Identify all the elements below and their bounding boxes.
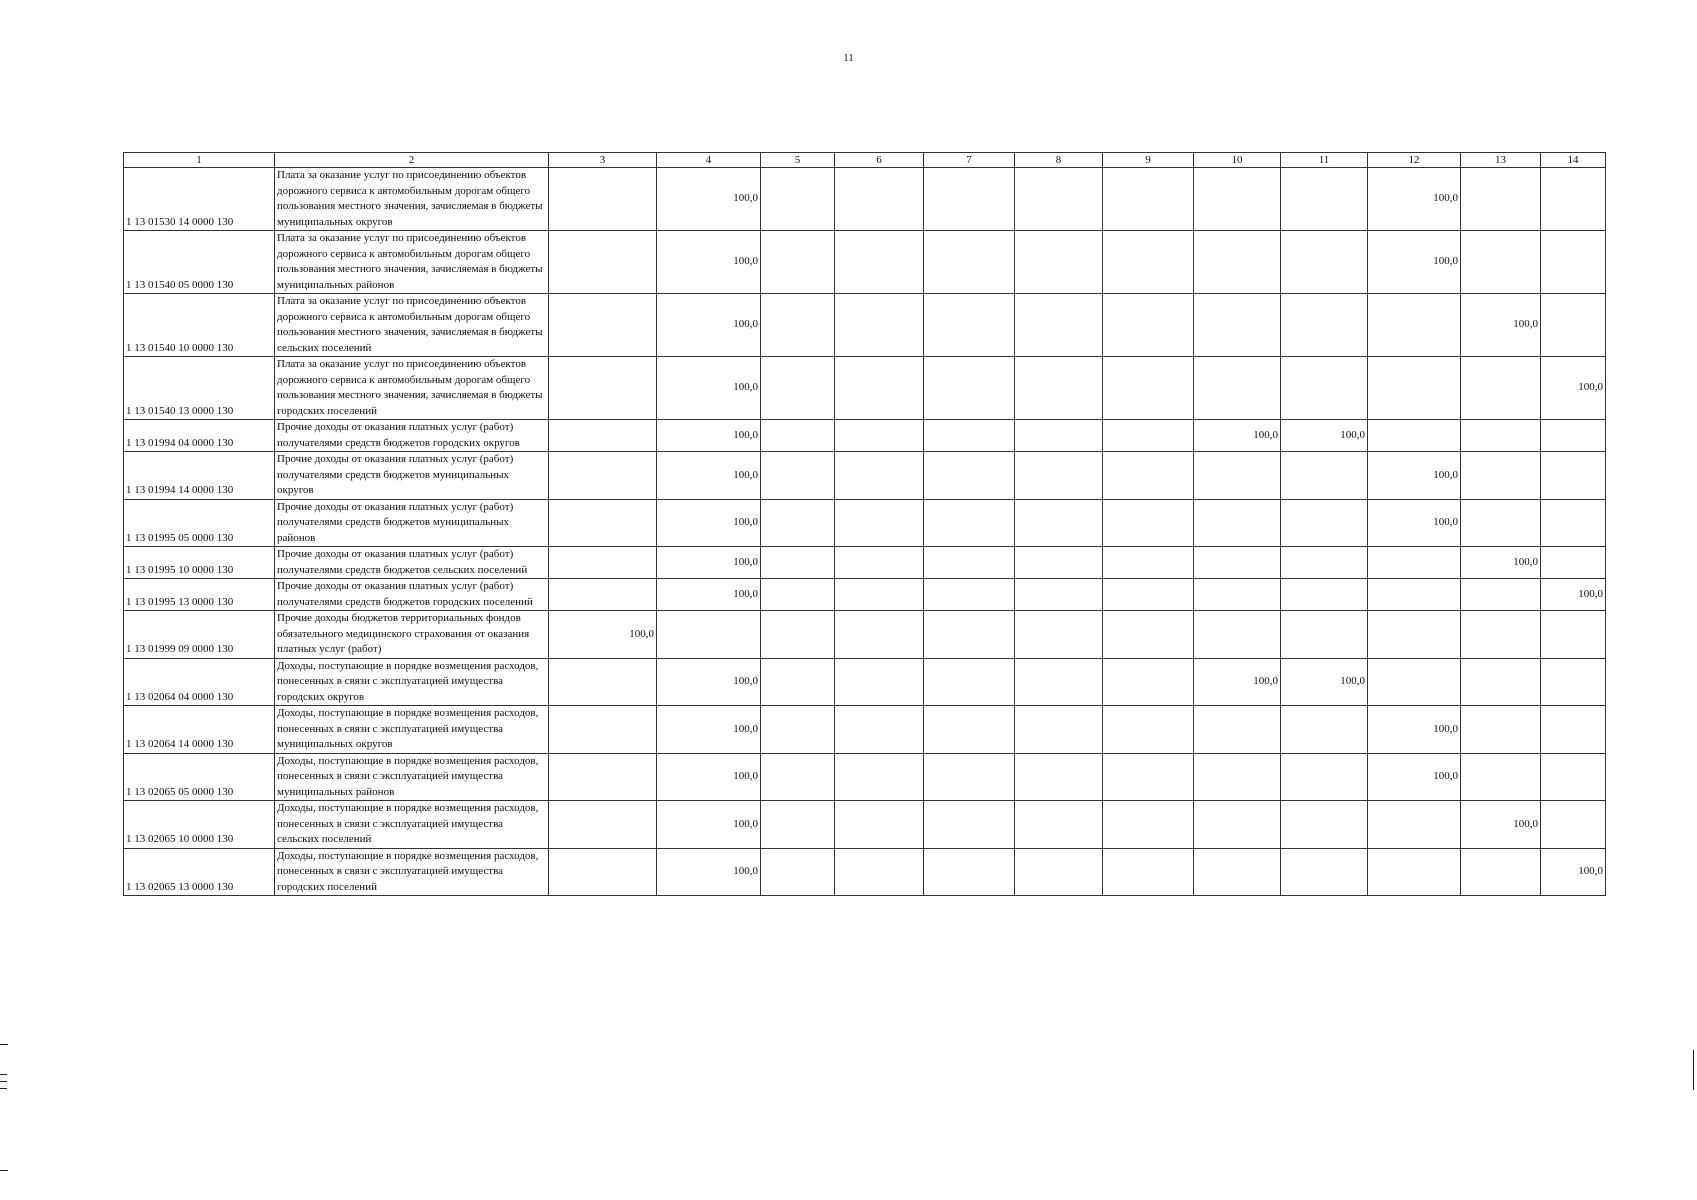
share-cell-col-12 bbox=[1368, 848, 1461, 896]
revenue-name-cell: Доходы, поступающие в порядке возмещения расходов, понесенных в связи с эксплуатацией имущества городских округов bbox=[275, 658, 549, 706]
share-cell-col-9 bbox=[1103, 357, 1194, 420]
column-header-10: 10 bbox=[1194, 153, 1281, 168]
revenue-name-cell: Плата за оказание услуг по присоединению объектов дорожного сервиса к автомобильным дорогам общего пользования местного значения, зачисляемая в бюджеты городских поселений bbox=[275, 357, 549, 420]
share-cell-col-5 bbox=[761, 801, 835, 849]
table-row bbox=[124, 452, 1606, 500]
share-cell-col-8 bbox=[1015, 357, 1103, 420]
revenue-name-cell: Прочие доходы от оказания платных услуг (работ) получателями средств бюджетов городских округов bbox=[275, 420, 549, 452]
share-cell-col-3 bbox=[549, 499, 657, 547]
share-cell-col-7 bbox=[924, 452, 1015, 500]
share-cell-col-13 bbox=[1461, 611, 1541, 659]
table-row bbox=[124, 658, 1606, 706]
table-row bbox=[124, 801, 1606, 849]
column-header-8: 8 bbox=[1015, 153, 1103, 168]
share-cell-col-3 bbox=[549, 231, 657, 294]
share-cell-col-4: 100,0 bbox=[657, 801, 761, 849]
share-cell-col-13 bbox=[1461, 231, 1541, 294]
share-cell-col-12 bbox=[1368, 658, 1461, 706]
budget-code-cell: 1 13 01540 10 0000 130 bbox=[124, 294, 275, 357]
share-cell-col-10 bbox=[1194, 357, 1281, 420]
share-cell-col-12: 100,0 bbox=[1368, 168, 1461, 231]
share-cell-col-12: 100,0 bbox=[1368, 499, 1461, 547]
share-cell-col-9 bbox=[1103, 753, 1194, 801]
share-cell-col-10 bbox=[1194, 452, 1281, 500]
share-cell-col-14 bbox=[1541, 611, 1606, 659]
table-row bbox=[124, 168, 1606, 231]
column-header-6: 6 bbox=[835, 153, 924, 168]
share-cell-col-4: 100,0 bbox=[657, 357, 761, 420]
share-cell-col-6 bbox=[835, 753, 924, 801]
column-header-13: 13 bbox=[1461, 153, 1541, 168]
share-cell-col-4: 100,0 bbox=[657, 294, 761, 357]
share-cell-col-14 bbox=[1541, 547, 1606, 579]
share-cell-col-4: 100,0 bbox=[657, 499, 761, 547]
share-cell-col-13 bbox=[1461, 357, 1541, 420]
share-cell-col-12: 100,0 bbox=[1368, 706, 1461, 754]
share-cell-col-11: 100,0 bbox=[1281, 420, 1368, 452]
share-cell-col-12 bbox=[1368, 611, 1461, 659]
share-cell-col-6 bbox=[835, 658, 924, 706]
share-cell-col-5 bbox=[761, 848, 835, 896]
table-header bbox=[124, 153, 1606, 168]
share-cell-col-10 bbox=[1194, 611, 1281, 659]
share-cell-col-8 bbox=[1015, 294, 1103, 357]
share-cell-col-4: 100,0 bbox=[657, 848, 761, 896]
column-header-2: 2 bbox=[275, 153, 549, 168]
share-cell-col-6 bbox=[835, 579, 924, 611]
share-cell-col-14 bbox=[1541, 452, 1606, 500]
share-cell-col-12: 100,0 bbox=[1368, 231, 1461, 294]
share-cell-col-9 bbox=[1103, 801, 1194, 849]
share-cell-col-12 bbox=[1368, 579, 1461, 611]
share-cell-col-11: 100,0 bbox=[1281, 658, 1368, 706]
share-cell-col-5 bbox=[761, 658, 835, 706]
edge-mark-left-mid bbox=[0, 1074, 7, 1075]
share-cell-col-5 bbox=[761, 452, 835, 500]
share-cell-col-6 bbox=[835, 357, 924, 420]
share-cell-col-7 bbox=[924, 231, 1015, 294]
table-row bbox=[124, 706, 1606, 754]
page-number: 11 bbox=[843, 52, 854, 64]
share-cell-col-3 bbox=[549, 357, 657, 420]
share-cell-col-11 bbox=[1281, 706, 1368, 754]
share-cell-col-3: 100,0 bbox=[549, 611, 657, 659]
share-cell-col-13 bbox=[1461, 168, 1541, 231]
table-row bbox=[124, 294, 1606, 357]
share-cell-col-11 bbox=[1281, 801, 1368, 849]
share-cell-col-5 bbox=[761, 499, 835, 547]
column-header-3: 3 bbox=[549, 153, 657, 168]
share-cell-col-4: 100,0 bbox=[657, 547, 761, 579]
share-cell-col-8 bbox=[1015, 706, 1103, 754]
share-cell-col-9 bbox=[1103, 848, 1194, 896]
share-cell-col-3 bbox=[549, 168, 657, 231]
share-cell-col-6 bbox=[835, 294, 924, 357]
budget-code-cell: 1 13 01994 14 0000 130 bbox=[124, 452, 275, 500]
share-cell-col-10 bbox=[1194, 801, 1281, 849]
share-cell-col-5 bbox=[761, 611, 835, 659]
share-cell-col-10 bbox=[1194, 706, 1281, 754]
share-cell-col-14 bbox=[1541, 499, 1606, 547]
share-cell-col-11 bbox=[1281, 357, 1368, 420]
share-cell-col-13 bbox=[1461, 753, 1541, 801]
share-cell-col-7 bbox=[924, 294, 1015, 357]
share-cell-col-14 bbox=[1541, 801, 1606, 849]
share-cell-col-11 bbox=[1281, 848, 1368, 896]
budget-revenue-table bbox=[123, 152, 1606, 896]
share-cell-col-12: 100,0 bbox=[1368, 452, 1461, 500]
share-cell-col-8 bbox=[1015, 547, 1103, 579]
share-cell-col-11 bbox=[1281, 579, 1368, 611]
revenue-name-cell: Плата за оказание услуг по присоединению объектов дорожного сервиса к автомобильным дорогам общего пользования местного значения, зачисляемая в бюджеты муниципальных районов bbox=[275, 231, 549, 294]
share-cell-col-14 bbox=[1541, 753, 1606, 801]
share-cell-col-8 bbox=[1015, 579, 1103, 611]
share-cell-col-13 bbox=[1461, 420, 1541, 452]
revenue-name-cell: Доходы, поступающие в порядке возмещения расходов, понесенных в связи с эксплуатацией имущества муниципальных районов bbox=[275, 753, 549, 801]
share-cell-col-10 bbox=[1194, 547, 1281, 579]
budget-code-cell: 1 13 01530 14 0000 130 bbox=[124, 168, 275, 231]
budget-code-cell: 1 13 01995 05 0000 130 bbox=[124, 499, 275, 547]
share-cell-col-10 bbox=[1194, 753, 1281, 801]
table-body bbox=[124, 168, 1606, 896]
share-cell-col-6 bbox=[835, 706, 924, 754]
share-cell-col-8 bbox=[1015, 231, 1103, 294]
share-cell-col-8 bbox=[1015, 848, 1103, 896]
share-cell-col-14 bbox=[1541, 168, 1606, 231]
share-cell-col-10 bbox=[1194, 499, 1281, 547]
share-cell-col-14: 100,0 bbox=[1541, 357, 1606, 420]
share-cell-col-4: 100,0 bbox=[657, 706, 761, 754]
revenue-name-cell: Прочие доходы от оказания платных услуг (работ) получателями средств бюджетов городских поселений bbox=[275, 579, 549, 611]
edge-mark-right bbox=[1693, 1050, 1694, 1090]
share-cell-col-14 bbox=[1541, 658, 1606, 706]
share-cell-col-11 bbox=[1281, 294, 1368, 357]
share-cell-col-13 bbox=[1461, 452, 1541, 500]
share-cell-col-4: 100,0 bbox=[657, 658, 761, 706]
share-cell-col-8 bbox=[1015, 658, 1103, 706]
share-cell-col-5 bbox=[761, 357, 835, 420]
column-header-1: 1 bbox=[124, 153, 275, 168]
share-cell-col-10: 100,0 bbox=[1194, 420, 1281, 452]
share-cell-col-3 bbox=[549, 420, 657, 452]
share-cell-col-11 bbox=[1281, 499, 1368, 547]
share-cell-col-7 bbox=[924, 499, 1015, 547]
share-cell-col-4 bbox=[657, 611, 761, 659]
budget-code-cell: 1 13 02065 05 0000 130 bbox=[124, 753, 275, 801]
revenue-name-cell: Прочие доходы от оказания платных услуг (работ) получателями средств бюджетов муниципальных округов bbox=[275, 452, 549, 500]
share-cell-col-5 bbox=[761, 753, 835, 801]
share-cell-col-8 bbox=[1015, 753, 1103, 801]
share-cell-col-6 bbox=[835, 420, 924, 452]
share-cell-col-5 bbox=[761, 706, 835, 754]
share-cell-col-14 bbox=[1541, 231, 1606, 294]
share-cell-col-9 bbox=[1103, 420, 1194, 452]
budget-code-cell: 1 13 01994 04 0000 130 bbox=[124, 420, 275, 452]
share-cell-col-11 bbox=[1281, 611, 1368, 659]
share-cell-col-5 bbox=[761, 579, 835, 611]
budget-code-cell: 1 13 02065 10 0000 130 bbox=[124, 801, 275, 849]
column-header-5: 5 bbox=[761, 153, 835, 168]
share-cell-col-14 bbox=[1541, 706, 1606, 754]
share-cell-col-13: 100,0 bbox=[1461, 801, 1541, 849]
share-cell-col-8 bbox=[1015, 452, 1103, 500]
table-row bbox=[124, 848, 1606, 896]
share-cell-col-10 bbox=[1194, 294, 1281, 357]
share-cell-col-13 bbox=[1461, 706, 1541, 754]
share-cell-col-8 bbox=[1015, 611, 1103, 659]
share-cell-col-9 bbox=[1103, 452, 1194, 500]
share-cell-col-9 bbox=[1103, 547, 1194, 579]
table-row bbox=[124, 579, 1606, 611]
share-cell-col-5 bbox=[761, 168, 835, 231]
share-cell-col-4: 100,0 bbox=[657, 753, 761, 801]
share-cell-col-11 bbox=[1281, 753, 1368, 801]
column-header-7: 7 bbox=[924, 153, 1015, 168]
revenue-name-cell: Доходы, поступающие в порядке возмещения расходов, понесенных в связи с эксплуатацией имущества сельских поселений bbox=[275, 801, 549, 849]
budget-code-cell: 1 13 02065 13 0000 130 bbox=[124, 848, 275, 896]
share-cell-col-3 bbox=[549, 452, 657, 500]
share-cell-col-3 bbox=[549, 579, 657, 611]
share-cell-col-3 bbox=[549, 848, 657, 896]
share-cell-col-7 bbox=[924, 579, 1015, 611]
revenue-name-cell: Прочие доходы от оказания платных услуг (работ) получателями средств бюджетов сельских поселений bbox=[275, 547, 549, 579]
table-row bbox=[124, 499, 1606, 547]
share-cell-col-6 bbox=[835, 801, 924, 849]
share-cell-col-14 bbox=[1541, 294, 1606, 357]
column-header-11: 11 bbox=[1281, 153, 1368, 168]
edge-mark-left-top bbox=[0, 1044, 8, 1045]
budget-code-cell: 1 13 02064 04 0000 130 bbox=[124, 658, 275, 706]
share-cell-col-7 bbox=[924, 801, 1015, 849]
share-cell-col-13: 100,0 bbox=[1461, 294, 1541, 357]
share-cell-col-13 bbox=[1461, 848, 1541, 896]
share-cell-col-7 bbox=[924, 706, 1015, 754]
share-cell-col-10 bbox=[1194, 231, 1281, 294]
table-row bbox=[124, 420, 1606, 452]
share-cell-col-7 bbox=[924, 611, 1015, 659]
share-cell-col-12 bbox=[1368, 420, 1461, 452]
share-cell-col-7 bbox=[924, 357, 1015, 420]
share-cell-col-7 bbox=[924, 658, 1015, 706]
share-cell-col-4: 100,0 bbox=[657, 231, 761, 294]
share-cell-col-7 bbox=[924, 753, 1015, 801]
share-cell-col-9 bbox=[1103, 706, 1194, 754]
share-cell-col-10: 100,0 bbox=[1194, 658, 1281, 706]
share-cell-col-10 bbox=[1194, 579, 1281, 611]
share-cell-col-5 bbox=[761, 420, 835, 452]
share-cell-col-7 bbox=[924, 547, 1015, 579]
share-cell-col-6 bbox=[835, 611, 924, 659]
share-cell-col-9 bbox=[1103, 168, 1194, 231]
share-cell-col-11 bbox=[1281, 168, 1368, 231]
share-cell-col-3 bbox=[549, 294, 657, 357]
share-cell-col-3 bbox=[549, 801, 657, 849]
share-cell-col-12: 100,0 bbox=[1368, 753, 1461, 801]
column-header-9: 9 bbox=[1103, 153, 1194, 168]
revenue-name-cell: Плата за оказание услуг по присоединению объектов дорожного сервиса к автомобильным дорогам общего пользования местного значения, зачисляемая в бюджеты сельских поселений bbox=[275, 294, 549, 357]
column-header-4: 4 bbox=[657, 153, 761, 168]
share-cell-col-4: 100,0 bbox=[657, 452, 761, 500]
column-header-12: 12 bbox=[1368, 153, 1461, 168]
share-cell-col-3 bbox=[549, 706, 657, 754]
share-cell-col-6 bbox=[835, 848, 924, 896]
share-cell-col-14: 100,0 bbox=[1541, 579, 1606, 611]
budget-code-cell: 1 13 02064 14 0000 130 bbox=[124, 706, 275, 754]
share-cell-col-7 bbox=[924, 420, 1015, 452]
table-row bbox=[124, 357, 1606, 420]
share-cell-col-10 bbox=[1194, 848, 1281, 896]
table-row bbox=[124, 231, 1606, 294]
share-cell-col-11 bbox=[1281, 452, 1368, 500]
revenue-name-cell: Прочие доходы бюджетов территориальных фондов обязательного медицинского страхования от оказания платных услуг (работ) bbox=[275, 611, 549, 659]
share-cell-col-12 bbox=[1368, 294, 1461, 357]
table-row bbox=[124, 611, 1606, 659]
share-cell-col-13 bbox=[1461, 579, 1541, 611]
share-cell-col-8 bbox=[1015, 420, 1103, 452]
share-cell-col-11 bbox=[1281, 547, 1368, 579]
revenue-name-cell: Прочие доходы от оказания платных услуг (работ) получателями средств бюджетов муниципальных районов bbox=[275, 499, 549, 547]
share-cell-col-9 bbox=[1103, 611, 1194, 659]
share-cell-col-10 bbox=[1194, 168, 1281, 231]
revenue-name-cell: Доходы, поступающие в порядке возмещения расходов, понесенных в связи с эксплуатацией имущества городских поселений bbox=[275, 848, 549, 896]
share-cell-col-4: 100,0 bbox=[657, 168, 761, 231]
share-cell-col-11 bbox=[1281, 231, 1368, 294]
revenue-name-cell: Доходы, поступающие в порядке возмещения расходов, понесенных в связи с эксплуатацией имущества муниципальных округов bbox=[275, 706, 549, 754]
budget-code-cell: 1 13 01540 13 0000 130 bbox=[124, 357, 275, 420]
share-cell-col-3 bbox=[549, 753, 657, 801]
share-cell-col-3 bbox=[549, 658, 657, 706]
share-cell-col-9 bbox=[1103, 579, 1194, 611]
share-cell-col-9 bbox=[1103, 658, 1194, 706]
share-cell-col-13 bbox=[1461, 499, 1541, 547]
share-cell-col-5 bbox=[761, 231, 835, 294]
share-cell-col-12 bbox=[1368, 801, 1461, 849]
share-cell-col-4: 100,0 bbox=[657, 579, 761, 611]
share-cell-col-9 bbox=[1103, 294, 1194, 357]
column-header-14: 14 bbox=[1541, 153, 1606, 168]
budget-code-cell: 1 13 01995 10 0000 130 bbox=[124, 547, 275, 579]
budget-code-cell: 1 13 01999 09 0000 130 bbox=[124, 611, 275, 659]
share-cell-col-13: 100,0 bbox=[1461, 547, 1541, 579]
share-cell-col-6 bbox=[835, 452, 924, 500]
share-cell-col-12 bbox=[1368, 547, 1461, 579]
budget-code-cell: 1 13 01540 05 0000 130 bbox=[124, 231, 275, 294]
edge-mark-left-mid3 bbox=[0, 1088, 7, 1089]
share-cell-col-9 bbox=[1103, 231, 1194, 294]
share-cell-col-5 bbox=[761, 547, 835, 579]
share-cell-col-13 bbox=[1461, 658, 1541, 706]
revenue-name-cell: Плата за оказание услуг по присоединению объектов дорожного сервиса к автомобильным дорогам общего пользования местного значения, зачисляемая в бюджеты муниципальных округов bbox=[275, 168, 549, 231]
share-cell-col-4: 100,0 bbox=[657, 420, 761, 452]
share-cell-col-14 bbox=[1541, 420, 1606, 452]
share-cell-col-8 bbox=[1015, 168, 1103, 231]
share-cell-col-12 bbox=[1368, 357, 1461, 420]
table-row bbox=[124, 753, 1606, 801]
share-cell-col-6 bbox=[835, 499, 924, 547]
share-cell-col-6 bbox=[835, 231, 924, 294]
share-cell-col-9 bbox=[1103, 499, 1194, 547]
share-cell-col-7 bbox=[924, 848, 1015, 896]
column-number-row bbox=[124, 153, 1606, 168]
edge-mark-left-bottom bbox=[0, 1170, 8, 1171]
budget-code-cell: 1 13 01995 13 0000 130 bbox=[124, 579, 275, 611]
edge-mark-left-mid2 bbox=[0, 1081, 7, 1082]
share-cell-col-6 bbox=[835, 547, 924, 579]
share-cell-col-8 bbox=[1015, 499, 1103, 547]
share-cell-col-7 bbox=[924, 168, 1015, 231]
share-cell-col-3 bbox=[549, 547, 657, 579]
share-cell-col-8 bbox=[1015, 801, 1103, 849]
share-cell-col-6 bbox=[835, 168, 924, 231]
share-cell-col-5 bbox=[761, 294, 835, 357]
share-cell-col-14: 100,0 bbox=[1541, 848, 1606, 896]
table-row bbox=[124, 547, 1606, 579]
